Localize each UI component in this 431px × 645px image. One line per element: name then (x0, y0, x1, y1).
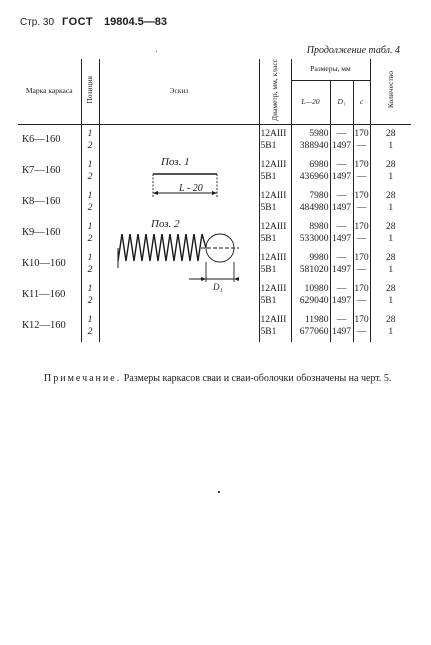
cell-D1-line: 1497 (331, 202, 352, 214)
note-label: Примечание. (44, 373, 122, 384)
cell-c (353, 124, 370, 156)
cell-qty (370, 311, 411, 342)
cell-dia-line: 5В1 (260, 327, 277, 338)
cell-D1 (330, 187, 353, 218)
frame-sketch (103, 148, 243, 298)
cell-D1-line: 1497 (331, 171, 352, 183)
cell-c (353, 311, 370, 342)
cell-D1-line: — (336, 252, 347, 264)
cell-L-line: 11980 (304, 314, 329, 326)
cell-L-line: 6980 (309, 159, 329, 171)
cell-c-line: — (356, 295, 367, 307)
cell-L-line: 9980 (309, 252, 329, 264)
sketch-D1-label: D₁ (213, 282, 223, 292)
cell-qty-line: 1 (388, 171, 394, 183)
col-header-D1-text: D₁ (337, 97, 346, 107)
cell-c-line: — (356, 140, 367, 152)
cell-D1-line: 1497 (331, 264, 352, 276)
cell-dia-line: 12АIII (260, 253, 287, 264)
cell-qty-line: 28 (385, 221, 396, 233)
cell-L-line: 8980 (309, 221, 329, 233)
col-header-position (81, 59, 99, 124)
cell-pos-line: 1 (87, 190, 93, 202)
cell-L-line: 388940 (299, 140, 329, 152)
cell-dia-line: 12АIII (260, 315, 287, 326)
cell-dia-line: 5В1 (260, 296, 277, 307)
cell-D1 (330, 249, 353, 280)
cell-mark: К11—160 (22, 289, 66, 301)
cell-D1-line: — (336, 283, 347, 295)
col-header-mark-text: Марка каркаса (25, 86, 73, 96)
cell-pos-line: 1 (87, 252, 93, 264)
cell-D1-line: 1497 (331, 233, 352, 245)
cell-qty-line: 28 (385, 128, 396, 140)
cell-D1-line: — (336, 221, 347, 233)
col-header-dimensions (291, 59, 370, 81)
cell-L-line: 10980 (304, 283, 329, 295)
cell-mark: К6—160 (22, 134, 61, 146)
cell-qty-line: 1 (388, 264, 394, 276)
cell-qty (370, 218, 411, 249)
cell-qty-line: 1 (388, 202, 394, 214)
col-header-diameter (259, 59, 291, 124)
cell-D1 (330, 311, 353, 342)
cell-dia (259, 311, 291, 342)
cell-qty (370, 156, 411, 187)
cell-D1-line: 1497 (331, 295, 352, 307)
sketch-pos1-label: Поз. 1 (161, 156, 190, 168)
cell-L-line: 5980 (309, 128, 329, 140)
cell-dia-line: 5В1 (260, 203, 277, 214)
table-note (44, 372, 399, 386)
cell-pos (81, 249, 99, 280)
cell-L (291, 218, 330, 249)
col-header-c-text: c (359, 97, 364, 107)
table-row (18, 311, 411, 342)
cell-c-line: 170 (354, 283, 369, 295)
cell-D1-line: — (336, 190, 347, 202)
cell-dia-line: 5В1 (260, 172, 277, 183)
cell-D1-line: 1497 (331, 140, 352, 152)
cell-mark: К7—160 (22, 165, 61, 177)
cell-c-line: — (356, 171, 367, 183)
cell-pos-line: 1 (87, 314, 93, 326)
col-header-dimensions-text: Размеры, мм (310, 64, 351, 74)
col-header-quantity (370, 59, 411, 124)
col-header-L-text: L—20 (301, 97, 320, 107)
col-header-c (353, 81, 370, 124)
cell-pos-line: 2 (87, 295, 93, 307)
cell-qty-line: 28 (385, 283, 396, 295)
cell-pos-line: 2 (87, 326, 93, 338)
col-header-D1 (330, 81, 353, 124)
cell-L (291, 280, 330, 311)
cell-pos-line: 2 (87, 140, 93, 152)
table-caption: Продолжение табл. 4 (306, 45, 400, 56)
cell-L-line: 533000 (299, 233, 329, 245)
cell-qty-line: 1 (388, 295, 394, 307)
cell-D1 (330, 218, 353, 249)
spiral-pos2 (118, 234, 206, 261)
cell-c (353, 249, 370, 280)
note-text: Размеры каркасов сваи и сваи-оболочки обозначены на черт. 5. (123, 373, 392, 384)
cell-pos-line: 1 (87, 128, 93, 140)
cell-D1 (330, 156, 353, 187)
cell-dia (259, 249, 291, 280)
cell-dia-line: 5В1 (260, 141, 277, 152)
cell-dia (259, 124, 291, 156)
cell-L (291, 156, 330, 187)
cell-D1 (330, 280, 353, 311)
cell-pos-line: 2 (87, 264, 93, 276)
cell-pos (81, 187, 99, 218)
cell-pos-line: 1 (87, 159, 93, 171)
cell-dia (259, 187, 291, 218)
scan-speck (218, 491, 220, 493)
cell-dia (259, 156, 291, 187)
cell-L-line: 436960 (299, 171, 329, 183)
cell-c-line: 170 (354, 159, 369, 171)
col-header-quantity-text: Количество (385, 71, 395, 109)
cell-L (291, 124, 330, 156)
cell-L (291, 311, 330, 342)
cell-pos (81, 311, 99, 342)
cell-dia-line: 12АIII (260, 222, 287, 233)
sketch-pos2-label: Поз. 2 (151, 218, 180, 230)
standard-label: ГОСТ (62, 16, 94, 28)
cell-dia (259, 280, 291, 311)
cell-pos (81, 280, 99, 311)
cell-mark: К8—160 (22, 196, 61, 208)
cell-dia-line: 12АIII (260, 191, 287, 202)
cell-qty (370, 249, 411, 280)
cell-D1 (330, 124, 353, 156)
cell-L-line: 581020 (299, 264, 329, 276)
cell-c-line: 170 (354, 252, 369, 264)
col-header-position-text: Позиция (84, 76, 94, 104)
cell-pos-line: 2 (87, 171, 93, 183)
cell-c-line: 170 (354, 128, 369, 140)
cell-D1-line: — (336, 159, 347, 171)
cell-pos-line: 2 (87, 202, 93, 214)
cell-pos (81, 124, 99, 156)
cell-L (291, 249, 330, 280)
cell-L-line: 7980 (309, 190, 329, 202)
cell-qty (370, 187, 411, 218)
cell-c-line: — (356, 202, 367, 214)
cell-qty-line: 28 (385, 252, 396, 264)
cell-dia (259, 218, 291, 249)
cell-qty-line: 28 (385, 159, 396, 171)
cell-c (353, 280, 370, 311)
cell-L-line: 677060 (299, 326, 329, 338)
cell-qty-line: 1 (388, 233, 394, 245)
cell-c (353, 187, 370, 218)
cell-pos-line: 1 (87, 283, 93, 295)
col-header-L (291, 81, 330, 124)
cell-D1-line: — (336, 314, 347, 326)
cell-pos (81, 156, 99, 187)
cell-qty-line: 1 (388, 326, 394, 338)
cell-sketch (99, 311, 259, 342)
col-header-diameter-text: Диаметр, мм, класс (269, 59, 279, 122)
cell-qty (370, 280, 411, 311)
sketch-L-label: L - 20 (179, 183, 203, 194)
cell-pos-line: 2 (87, 233, 93, 245)
cell-c-line: 170 (354, 314, 369, 326)
cell-c-line: 170 (354, 190, 369, 202)
col-header-mark (18, 59, 81, 124)
cell-qty-line: 28 (385, 314, 396, 326)
cell-L-line: 484980 (299, 202, 329, 214)
cell-L-line: 629040 (299, 295, 329, 307)
cell-mark: К10—160 (22, 258, 66, 270)
cell-dia-line: 12АIII (260, 284, 287, 295)
tick-mark: ʼ (155, 49, 158, 58)
cell-qty-line: 1 (388, 140, 394, 152)
col-header-sketch (99, 59, 259, 124)
cell-qty-line: 28 (385, 190, 396, 202)
standard-number: 19804.5—83 (104, 16, 167, 28)
cell-mark: К12—160 (22, 320, 66, 332)
cell-c-line: — (356, 264, 367, 276)
cell-pos-line: 1 (87, 221, 93, 233)
cell-mark: К9—160 (22, 227, 61, 239)
cell-dia-line: 5В1 (260, 234, 277, 245)
cell-D1-line: 1497 (331, 326, 352, 338)
cell-D1-line: — (336, 128, 347, 140)
cell-dia-line: 12АIII (260, 160, 287, 171)
cell-L (291, 187, 330, 218)
cell-dia-line: 12АIII (260, 129, 287, 140)
cell-c-line: — (356, 326, 367, 338)
col-header-sketch-text: Эскиз (169, 86, 189, 96)
cell-c-line: — (356, 233, 367, 245)
cell-c-line: 170 (354, 221, 369, 233)
cell-c (353, 218, 370, 249)
cell-c (353, 156, 370, 187)
cell-dia-line: 5В1 (260, 265, 277, 276)
page-number: Стр. 30 (20, 17, 55, 28)
cell-pos (81, 218, 99, 249)
cell-qty (370, 124, 411, 156)
